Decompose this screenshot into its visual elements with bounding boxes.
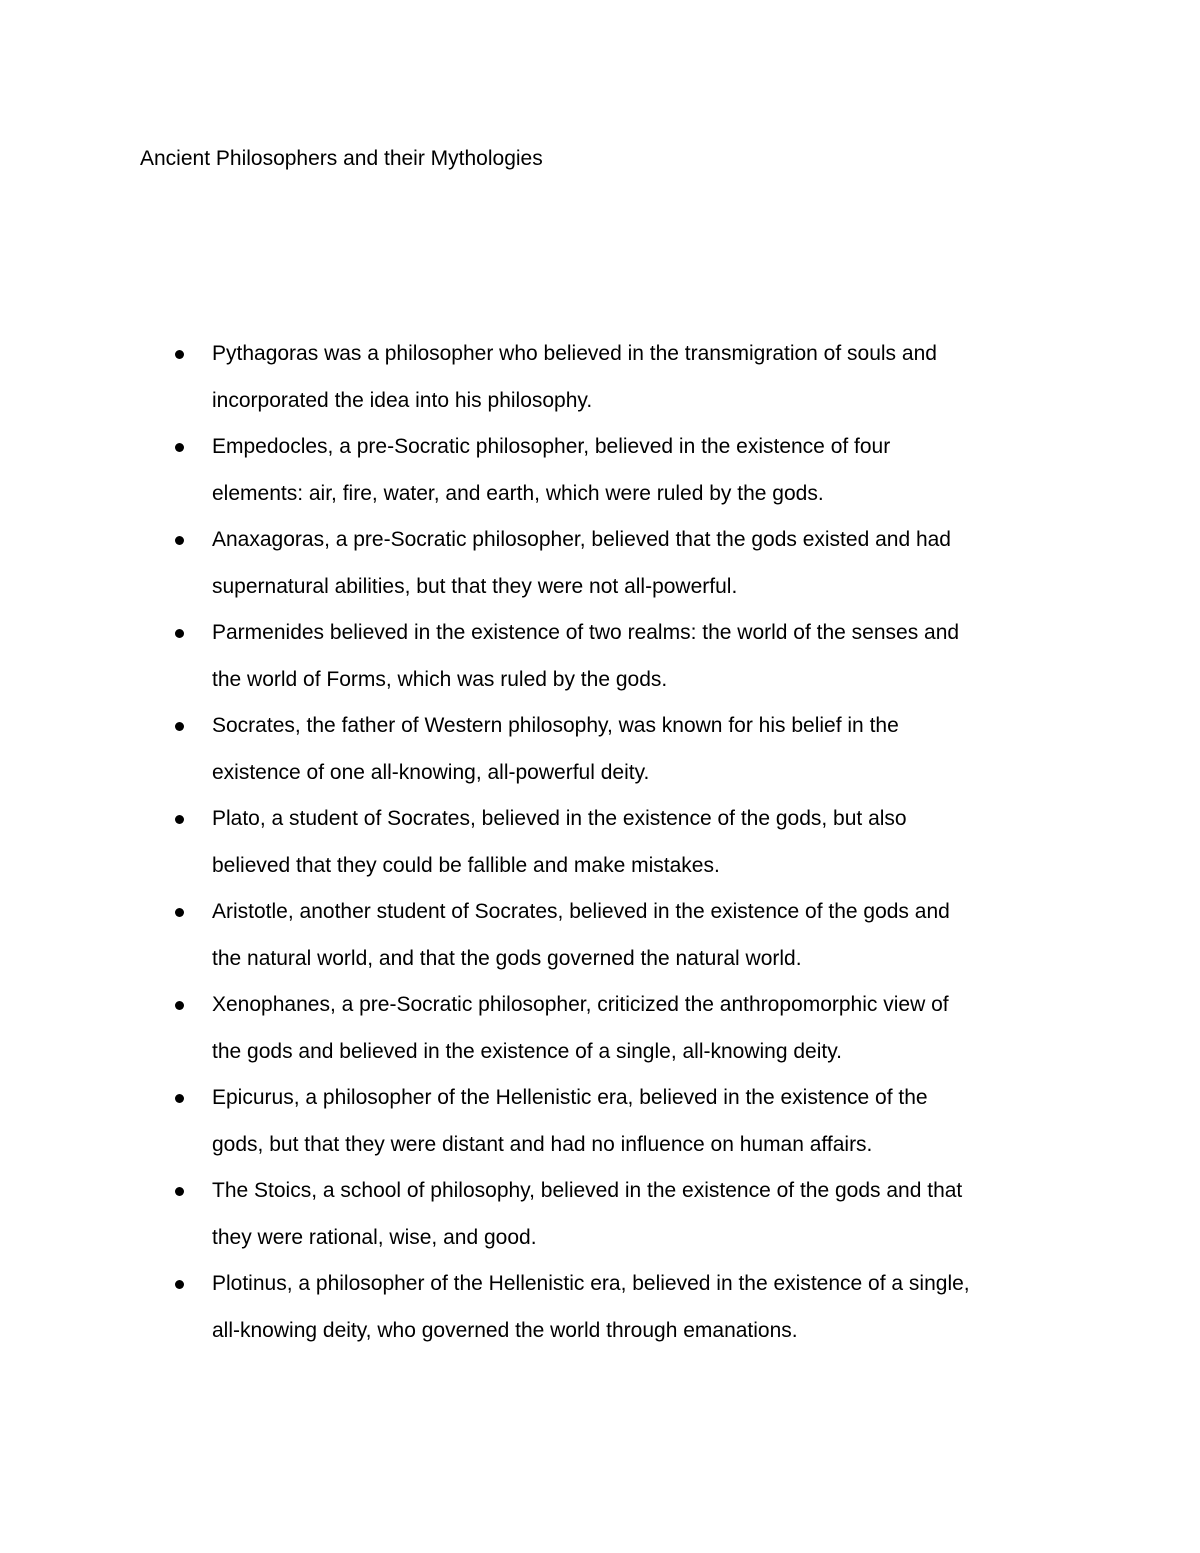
bullet-text-line: Plotinus, a philosopher of the Hellenistic era, believed in the existence of a single, xyxy=(212,1272,970,1295)
bullet-icon xyxy=(175,350,184,359)
bullet-text-line: Empedocles, a pre-Socratic philosopher, believed in the existence of four xyxy=(212,435,891,458)
bullet-text-line: gods, but that they were distant and had no influence on human affairs. xyxy=(212,1132,873,1156)
bullet-text-line: Parmenides believed in the existence of two realms: the world of the senses and xyxy=(212,621,960,644)
bullet-icon xyxy=(175,722,184,731)
bullet-icon xyxy=(175,815,184,824)
bullet-text-line: incorporated the idea into his philosophy. xyxy=(212,388,593,412)
bullet-item-stoics xyxy=(0,1168,1072,1261)
bullet-item-empedocles xyxy=(0,424,1072,517)
bullet-item-anaxagoras xyxy=(0,517,1072,610)
bullet-text-line: Xenophanes, a pre-Socratic philosopher, criticized the anthropomorphic view of xyxy=(212,993,949,1016)
bullet-text-line: the world of Forms, which was ruled by the gods. xyxy=(212,667,668,691)
bullet-icon xyxy=(175,1094,184,1103)
bullet-item-plotinus xyxy=(0,1261,1072,1354)
bullet-text-line: Anaxagoras, a pre-Socratic philosopher, believed that the gods existed and had xyxy=(212,528,951,551)
bullet-text-line: the natural world, and that the gods governed the natural world. xyxy=(212,946,802,970)
bullet-icon xyxy=(175,536,184,545)
bullet-text-line: Aristotle, another student of Socrates, believed in the existence of the gods and xyxy=(212,900,950,923)
bullet-text-line: Pythagoras was a philosopher who believed in the transmigration of souls and xyxy=(212,342,937,365)
bullet-text-line: Plato, a student of Socrates, believed in the existence of the gods, but also xyxy=(212,807,907,830)
bullet-text-line: The Stoics, a school of philosophy, believed in the existence of the gods and that xyxy=(212,1179,963,1202)
bullet-icon xyxy=(175,908,184,917)
bullet-icon xyxy=(175,1280,184,1289)
bullet-icon xyxy=(175,1001,184,1010)
bullet-icon xyxy=(175,629,184,638)
bullet-item-parmenides xyxy=(0,610,1072,703)
bullet-text-line: existence of one all-knowing, all-powerful deity. xyxy=(212,760,650,784)
bullet-item-plato xyxy=(0,796,1072,889)
bullet-item-socrates xyxy=(0,703,1072,796)
bullet-item-pythagoras xyxy=(0,331,1072,424)
bullet-text-line: Epicurus, a philosopher of the Hellenistic era, believed in the existence of the xyxy=(212,1086,928,1109)
bullet-item-xenophanes xyxy=(0,982,1072,1075)
document-title: Ancient Philosophers and their Mythologies xyxy=(140,147,543,170)
bullet-text-line: Socrates, the father of Western philosophy, was known for his belief in the xyxy=(212,714,899,737)
bullet-text-line: elements: air, fire, water, and earth, which were ruled by the gods. xyxy=(212,481,824,505)
bullet-icon xyxy=(175,1187,184,1196)
bullet-text-line: believed that they could be fallible and make mistakes. xyxy=(212,853,720,877)
bullet-text-line: the gods and believed in the existence of a single, all-knowing deity. xyxy=(212,1039,843,1063)
bullet-icon xyxy=(175,443,184,452)
bullet-text-line: they were rational, wise, and good. xyxy=(212,1225,537,1249)
bullet-item-epicurus xyxy=(0,1075,1072,1168)
bullet-text-line: supernatural abilities, but that they were not all-powerful. xyxy=(212,574,738,598)
bullet-list xyxy=(0,331,1072,1354)
bullet-item-aristotle xyxy=(0,889,1072,982)
bullet-text-line: all-knowing deity, who governed the world through emanations. xyxy=(212,1318,798,1342)
